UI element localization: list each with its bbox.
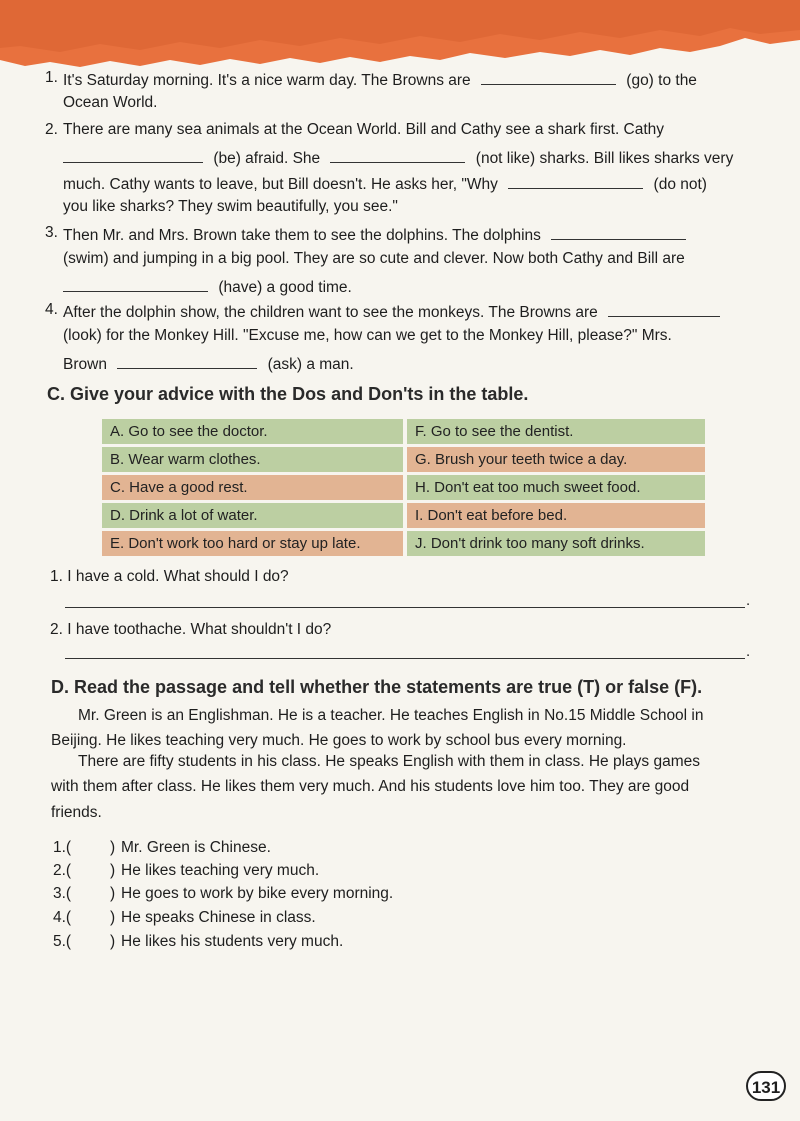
q3-line1 — [63, 223, 686, 246]
table-cell-g: G. Brush your teeth twice a day. — [407, 447, 705, 472]
q2-line1: There are many sea animals at the Ocean World. Bill and Cathy see a shark first. Cathy — [63, 121, 665, 138]
advice-question-2: 2. I have toothache. What shouldn't I do? — [50, 621, 332, 638]
q1-text-b: (go) to the — [626, 72, 697, 89]
advice-question-1: 1. I have a cold. What should I do? — [50, 568, 289, 585]
q4-blank-1[interactable] — [608, 300, 720, 317]
q2-text-d: (do not) — [653, 176, 707, 193]
table-cell-h: H. Don't eat too much sweet food. — [407, 475, 705, 500]
passage-line-2: Beijing. He likes teaching very much. He goes to work by school bus every morning. — [51, 732, 627, 749]
q3-text-b: (have) a good time. — [218, 279, 352, 296]
q4-blank-2[interactable] — [117, 352, 257, 369]
tf-item-4-text: He speaks Chinese in class. — [121, 909, 316, 926]
q2-blank-1[interactable] — [63, 146, 203, 163]
q2-text-a: (be) afraid. She — [213, 150, 321, 167]
q4-line3 — [63, 352, 354, 375]
tf-item-5-open: 5.( — [53, 933, 72, 950]
q3-line3 — [63, 275, 352, 298]
tf-item-3-close[interactable]: ) — [110, 885, 116, 902]
q4-line2: (look) for the Monkey Hill. "Excuse me, how can we get to the Monkey Hill, please?" Mrs. — [63, 327, 672, 344]
table-cell-a: A. Go to see the doctor. — [102, 419, 403, 444]
q3-number: 3. — [45, 224, 58, 241]
q4-text-c: (ask) a man. — [267, 356, 354, 373]
q3-blank-1[interactable] — [551, 223, 686, 240]
q1-blank[interactable] — [481, 68, 616, 85]
q4-text-b: Brown — [63, 356, 107, 373]
table-cell-e: E. Don't work too hard or stay up late. — [102, 531, 403, 556]
tf-item-1-close[interactable]: ) — [110, 839, 116, 856]
q1-text-a: It's Saturday morning. It's a nice warm day. The Browns are — [63, 72, 471, 89]
q2-text-b: (not like) sharks. Bill likes sharks very — [475, 150, 734, 167]
q1-number: 1. — [45, 69, 58, 86]
q3-blank-2[interactable] — [63, 275, 208, 292]
q4-text-a: After the dolphin show, the children want to see the monkeys. The Browns are — [63, 304, 598, 321]
q1-line2: Ocean World. — [63, 94, 158, 111]
tf-item-2-close[interactable]: ) — [110, 862, 116, 879]
q4-number: 4. — [45, 301, 58, 318]
q2-line2 — [63, 146, 733, 169]
tf-item-4-open: 4.( — [53, 909, 72, 926]
q1-line1 — [63, 68, 697, 91]
q3-line2: (swim) and jumping in a big pool. They are so cute and clever. Now both Cathy and Bill are — [63, 250, 685, 267]
tf-item-4-close[interactable]: ) — [110, 909, 116, 926]
section-c-heading: C. Give your advice with the Dos and Don'ts in the table. — [47, 384, 529, 404]
table-cell-c: C. Have a good rest. — [102, 475, 403, 500]
q4-line1 — [63, 300, 720, 323]
section-d-heading: D. Read the passage and tell whether the statements are true (T) or false (F). — [51, 677, 703, 697]
table-cell-d: D. Drink a lot of water. — [102, 503, 403, 528]
table-cell-b: B. Wear warm clothes. — [102, 447, 403, 472]
answer-line-2[interactable] — [65, 658, 745, 659]
q2-line4: you like sharks? They swim beautifully, you see." — [63, 198, 398, 215]
q2-text-c: much. Cathy wants to leave, but Bill doesn't. He asks her, "Why — [63, 176, 498, 193]
passage-line-5: friends. — [51, 804, 102, 821]
tf-item-3-open: 3.( — [53, 885, 72, 902]
answer-period-2: . — [746, 643, 751, 660]
passage-line-4: with them after class. He likes them very much. And his students love him too. They are good — [51, 778, 690, 795]
tf-item-5-text: He likes his students very much. — [121, 933, 344, 950]
table-cell-f: F. Go to see the dentist. — [407, 419, 705, 444]
tf-item-1-open: 1.( — [53, 839, 72, 856]
table-cell-j: J. Don't drink too many soft drinks. — [407, 531, 705, 556]
tf-item-2-open: 2.( — [53, 862, 72, 879]
page-number: 131 — [746, 1071, 786, 1101]
tf-item-1-text: Mr. Green is Chinese. — [121, 839, 271, 856]
tf-item-3-text: He goes to work by bike every morning. — [121, 885, 394, 902]
q2-number: 2. — [45, 121, 58, 138]
answer-period-1: . — [746, 592, 751, 609]
answer-line-1[interactable] — [65, 607, 745, 608]
q2-blank-2[interactable] — [330, 146, 465, 163]
q3-text-a: Then Mr. and Mrs. Brown take them to see the dolphins. The dolphins — [63, 227, 541, 244]
tf-item-2-text: He likes teaching very much. — [121, 862, 320, 879]
table-cell-i: I. Don't eat before bed. — [407, 503, 705, 528]
q2-blank-3[interactable] — [508, 172, 643, 189]
passage-line-1: Mr. Green is an Englishman. He is a teacher. He teaches English in No.15 Middle School in — [78, 707, 704, 724]
passage-line-3: There are fifty students in his class. He speaks English with them in class. He plays games — [78, 753, 700, 770]
tf-item-5-close[interactable]: ) — [110, 933, 116, 950]
q2-line3 — [63, 172, 707, 195]
